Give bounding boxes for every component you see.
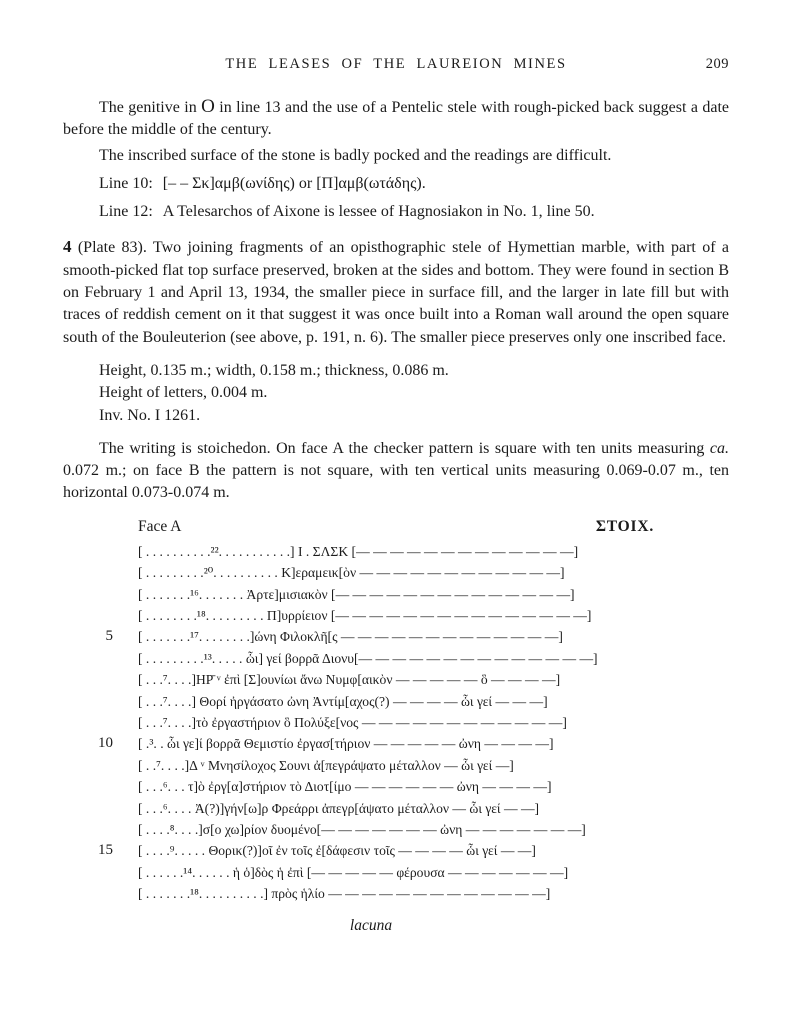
stoichedon-ca: ca. [709,439,729,457]
inscription-text: [ . . .⁷. . . .] Θορί ἠργάσατο ὠνη Ἀντίμ[αχος(?) — — — — ὧι γεί — — —] [138,693,548,709]
inscription-block [63,518,729,935]
inscription-text: [ . . . . . . . . .¹³. . . . . ὧι] γεί βορρᾶ Διονυ[— — — — — — — — — — — — — —] [138,650,598,666]
note-line-12 [99,201,729,223]
inscription-text: [ . . .⁶. . . . Ἀ(?)]γήν[ω]ρ Φρεάρρι ἀπεγρ[άψατο μέταλλον — ὧι γεί — —] [138,800,540,816]
paragraph-genitive [63,97,729,142]
inscription-line-17 [63,883,729,904]
inscription-text: [ . . . . . . .¹⁸. . . . . . . . . .] πρὸς ἡλίο — — — — — — — — — — — — —] [138,886,551,902]
inscription-line-6 [63,648,729,669]
entry-text: (Plate 83). Two joining fragments of an opisthographic stele of Hymettian marble, with part of a smooth-picked flat top surface preserved, broken at the sides and bottom. They were found in section B on February 1 and April 13, 1934, the smaller piece in surface fill, and the larger in late fill but with traces of reddish cement on it that suggest it was once built into a Roman wall around the open square south of the Bouleuterion (see above, p. 191, n. 6). The smaller piece preserves only one inscribed face. [63,239,729,346]
line-number [63,648,113,669]
inscription-line-16 [63,862,729,883]
measurements-block [99,360,729,427]
note-text: [– – Σκ]αμβ(ωνίδης) or [Π]αμβ(ωτάδης). [162,174,426,192]
line-number [63,669,113,690]
dimensions-line: Height, 0.135 m.; width, 0.158 m.; thickness, 0.086 m. [99,361,449,379]
line-number [63,712,113,733]
line-number [63,883,113,904]
line-number [63,584,113,605]
inscription-text: [ . . . . . . .¹⁷. . . . . . . .]ώνη Φιλοκλῆ[ς — — — — — — — — — — — — —] [138,629,563,645]
inscription-line-11 [63,755,729,776]
inscription-text: [ . . . .⁹. . . . . Θορικ(?)]οῖ ἐν τοῖς ἐ[δάφεσιν τοῖς — — — — ὧι γεί — —] [138,843,536,859]
inscription-text: [ . . .⁷. . . .]τὸ ἐργαστήριον ὃ Πολύξε[νος — — — — — — — — — — — —] [138,715,567,730]
inscription-line-5 [63,626,729,647]
line-number [63,605,113,626]
inscription-text: [ . . .⁷. . . .]ΗΡ̄ ᵛ ἐπὶ [Σ]ουνίωι ἄνω Νυμφ[αικὸν — — — — — ὃ — — — —] [138,672,561,688]
inscription-line-9 [63,712,729,733]
note-label: Line 10: [99,174,153,192]
line-number [63,755,113,776]
line-number [63,541,113,562]
inscription-header [138,518,654,536]
lacuna-caption: lacuna [349,916,393,934]
inscription-text: [ . . .⁶. . . τ]ὸ ἐργ[α]στήριον τὸ Διοτ[ίμο — — — — — — ὠνη — — — —] [138,779,552,795]
page-number-zone [567,56,729,73]
note-line-10 [99,173,729,195]
note-label: Line 12: [99,203,153,221]
inscription-line-10 [63,733,729,754]
inscription-line-13 [63,798,729,819]
line-number: 15 [98,842,113,859]
inscription-line-1 [63,541,729,562]
running-head [63,56,729,73]
inscription-line-8 [63,691,729,712]
inscription-line-14 [63,819,729,840]
line-number [63,819,113,840]
inventory-line: Inv. No. I 1261. [99,406,201,424]
page-number: 209 [705,56,730,72]
genitive-text-pre: The genitive in [99,99,202,116]
stoichedon-text-post: 0.072 m.; on face B the pattern is not square, with ten vertical units measuring 0.069-0.07 m., ten horizontal 0.073-0.074 m. [63,462,729,502]
line-number: 10 [98,735,113,752]
inscription-line-12 [63,776,729,797]
line-number [63,798,113,819]
line-number [63,776,113,797]
inscription-text: [ . .⁷. . . .]Δ ᵛ Μνησίλοχος Σουνι ἀ[πεγράψατο μέταλλον — ὧι γεί —] [138,757,514,773]
letter-height-line: Height of letters, 0.004 m. [99,384,268,402]
paragraph-stoichedon [63,438,729,505]
inscription-text: [ . . . . . . . .¹⁸. . . . . . . . . Π]υρρίειον [— — — — — — — — — — — — — — —] [138,607,592,623]
inscription-text: [ . . . . . . . . .²⁰. . . . . . . . . . Κ]εραμεικ[ὸν — — — — — — — — — — — —] [138,565,565,581]
face-label: Face A [138,517,182,535]
line-number [63,562,113,583]
line-number [63,691,113,712]
stoichedon-text-pre: The writing is stoichedon. On face A the checker pattern is square with ten units measuring [99,439,710,457]
inscription-text: [ . . . . . .¹⁴. . . . . . ἡ ὁ]δὸς ἡ ἐπὶ [— — — — — φέρουσα — — — — — — —] [138,864,569,880]
inscription-line-3 [63,584,729,605]
genitive-text-post: in line 13 and the use of a Pentelic stele with rough-picked back suggest a date before the middle of the century. [63,99,730,139]
inscription-text: [ . . . .⁸. . . .]σ[ο χω]ρίον δυομένο[— — — — — — — ὠνη — — — — — — —] [138,822,586,838]
inscription-text: [ . . . . . . .¹⁶. . . . . . . Ἀρτε]μισιακὸν [— — — — — — — — — — — — — —] [138,586,575,602]
omicron-glyph: Ο [201,96,215,117]
entry-number: 4 [63,237,72,257]
inscription-line-2 [63,562,729,583]
inscription-line-4 [63,605,729,626]
stoich-label: ΣΤΟΙΧ. [595,517,654,535]
paragraph-surface: The inscribed surface of the stone is badly pocked and the readings are difficult. [99,146,612,164]
inscription-line-7 [63,669,729,690]
running-title: THE LEASES OF THE LAUREION MINES [225,56,567,72]
inscription-text: [ . . . . . . . . . .²². . . . . . . . . . .] Ι . ΣΛΣΚ [— — — — — — — — — — — — —] [138,543,579,559]
line-number: 5 [105,628,113,645]
inscription-text: [ .³. . ὧι γε]ί βορρᾶ Θεμιστίο ἐργασ[τήριον — — — — — ὠνη — — — —] [138,736,554,752]
catalogue-entry-4 [63,236,729,348]
note-text: A Telesarchos of Aixone is lessee of Hagnosiakon in No. 1, line 50. [162,203,595,221]
line-number [63,862,113,883]
inscription-line-15 [63,840,729,861]
